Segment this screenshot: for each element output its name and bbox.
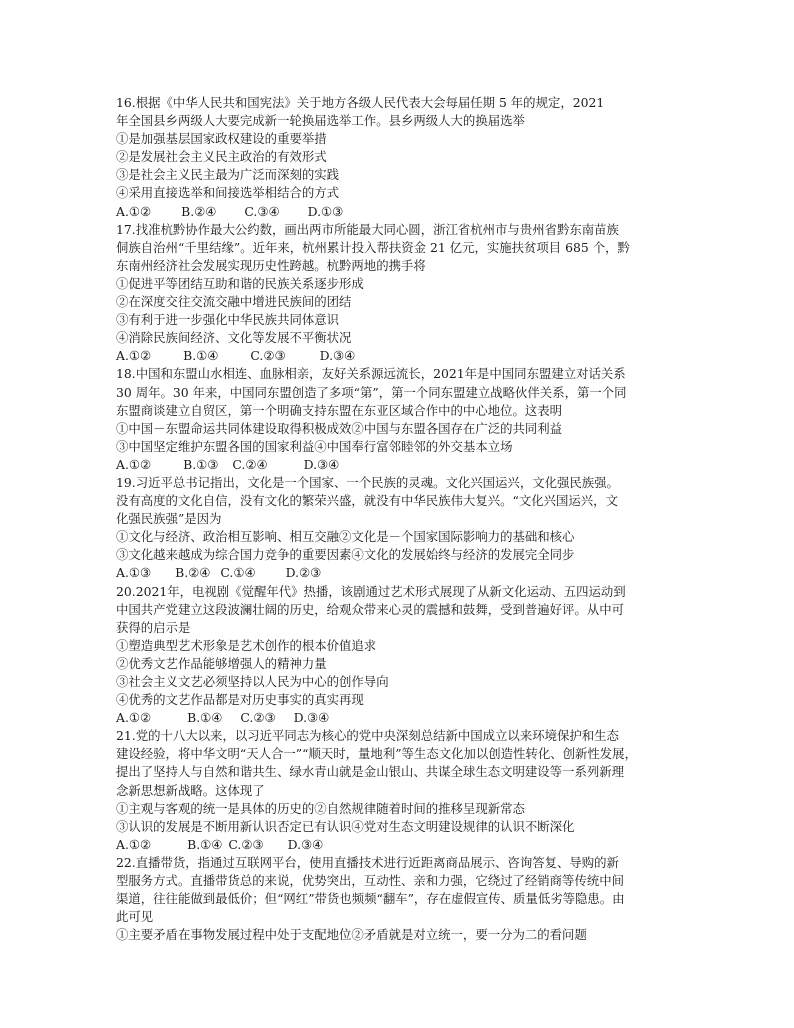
question-stem-line: 建设经验，将中华文明“天人合一”“顺天时，量地利”等生态文化加以创造性转化、创新性发展， <box>116 746 637 762</box>
question-stem-line: 念新思想新战略。这体现了 <box>116 782 265 798</box>
answer-choices <box>116 836 688 854</box>
question-19 <box>116 474 688 583</box>
question-stem-line: 此可见 <box>116 909 154 925</box>
option-line: ①主观与客观的统一是具体的历史的②自然规律随着时间的推移呈现新常态 <box>116 800 525 816</box>
question-stem-line: 提出了坚持人与自然和谐共生、绿水青山就是金山银山、共谋全球生态文明建设等一系列新理 <box>116 764 625 780</box>
question-17 <box>116 221 688 366</box>
answer-choice-d: D.③④ <box>293 710 330 726</box>
question-stem-line: 型服务方式。直播带货总的来说，优势突出，互动性、亲和力强，它绕过了经销商等传统中间 <box>116 873 625 889</box>
option-line: ②在深度交往交流交融中增进民族间的团结 <box>116 294 352 310</box>
answer-choice-b: B.①④ <box>183 348 219 364</box>
answer-choice-a: A.①② <box>116 456 152 472</box>
answer-choice-d: D.③④ <box>319 348 356 364</box>
question-21 <box>116 727 688 854</box>
option-line: ②优秀文艺作品能够增强人的精神力量 <box>116 655 327 671</box>
answer-choices <box>116 456 688 474</box>
answer-choice-d: D.③④ <box>303 456 340 472</box>
question-18 <box>116 365 688 474</box>
option-line: ①是加强基层国家政权建设的重要举措 <box>116 131 327 147</box>
answer-choices <box>116 347 688 365</box>
option-line: ③社会主义文艺必须坚持以人民为中心的创作导向 <box>116 674 389 689</box>
question-stem-line: 22.直播带货，指通过互联网平台，使用直播技术进行近距离商品展示、咨询答复、导购的新 <box>116 854 619 870</box>
question-stem-line: 东盟商谈建立自贸区，第一个明确支持东盟在东亚区域合作中的中心地位。这表明 <box>116 402 563 418</box>
option-line: ④消除民族间经济、文化等发展不平衡状况 <box>116 330 352 346</box>
answer-choice-c: C.③④ <box>244 203 280 219</box>
question-20 <box>116 583 688 728</box>
answer-choice-d: D.②③ <box>285 565 322 581</box>
option-line: ④优秀的文艺作品都是对历史事实的真实再现 <box>116 692 364 708</box>
answer-choice-a: A.①② <box>116 710 152 726</box>
option-line: ③有利于进一步强化中华民族共同体意识 <box>116 312 340 328</box>
answer-choice-b: B.①④ <box>187 836 223 852</box>
question-stem-line: 21.党的十八大以来，以习近平同志为核心的党中央深刻总结新中国成立以来环境保护和生态 <box>116 728 619 744</box>
option-line: ①主要矛盾在事物发展过程中处于支配地位②矛盾就是对立统一，要一分为二的看问题 <box>116 927 587 943</box>
question-stem-line: 20.2021年，电视剧《觉醒年代》热播，该剧通过艺术形式展现了从新文化运动、五四运动到 <box>116 583 626 599</box>
option-line: ①文化与经济、政治相互影响、相互交融②文化是－个国家国际影响力的基础和核心 <box>116 529 575 545</box>
answer-choices <box>116 203 688 221</box>
option-line: ④采用直接选举和间接选举相结合的方式 <box>116 185 340 201</box>
answer-choice-b: B.②④ <box>175 565 211 581</box>
answer-choice-b: B.①④ <box>187 710 223 726</box>
question-stem-line: 侗族自治州“千里结缘”。近年来，杭州累计投入帮扶资金 21 亿元，实施扶贫项目 685 个，黔 <box>116 239 630 255</box>
question-stem-line: 化强民族强”是因为 <box>116 511 222 527</box>
question-stem-line: 中国共产党建立这段波澜壮阔的历史，给观众带来心灵的震撼和鼓舞，受到普遍好评。从中可 <box>116 601 625 617</box>
question-stem-line: 年全国县乡两级人大要完成新一轮换届选举工作。县乡两级人大的换届选举 <box>116 113 525 129</box>
question-stem-line: 没有高度的文化自信，没有文化的繁荣兴盛，就没有中华民族伟大复兴。“文化兴国运兴，文 <box>116 493 618 509</box>
question-22 <box>116 854 688 944</box>
option-line: ③认识的发展是不断用新认识否定已有认识④党对生态文明建设规律的认识不断深化 <box>116 818 575 834</box>
question-16 <box>116 94 688 221</box>
answer-choice-d: D.①③ <box>307 203 344 219</box>
question-stem-line: 东南州经济社会发展实现历史性跨越。杭黔两地的携手将 <box>116 257 426 273</box>
question-stem-line: 获得的启示是 <box>116 619 191 635</box>
answer-choice-a: A.①② <box>116 348 152 364</box>
exam-page <box>116 94 688 944</box>
answer-choice-d: D.③④ <box>287 836 324 852</box>
option-line: ①促进平等团结互助和谐的民族关系逐步形成 <box>116 275 364 291</box>
question-stem-line: 16.根据《中华人民共和国宪法》关于地方各级人民代表大会每届任期 5 年的规定，2021 <box>116 95 605 110</box>
answer-choice-a: A.①② <box>116 836 152 852</box>
answer-choice-b: B.①③ <box>183 456 219 472</box>
answer-choice-a: A.①③ <box>116 565 152 581</box>
answer-choices <box>116 709 688 727</box>
question-stem-line: 30 周年。30 年来，中国同东盟创造了多项“第”，第一个同东盟建立战略伙伴关系，第一个同 <box>116 384 627 400</box>
option-line: ②是发展社会主义民主政治的有效形式 <box>116 149 327 165</box>
answer-choice-b: B.②④ <box>181 203 217 219</box>
option-line: ③是社会主义民主最为广泛而深刻的实践 <box>116 167 340 183</box>
option-line: ①塑造典型艺术形象是艺术创作的根本价值追求 <box>116 637 377 653</box>
answer-choice-c: C.②③ <box>250 348 286 364</box>
option-line: ③中国坚定维护东盟各国的国家利益④中国奉行富邻睦邻的外交基本立场 <box>116 438 513 454</box>
question-stem-line: 渠道，往往能做到最低价；但“网红”带货也频频“翻车”，存在虚假宣传、质量低劣等隐患。由 <box>116 891 625 907</box>
option-line: ③文化越来越成为综合国力竞争的重要因素④文化的发展始终与经济的发展完全同步 <box>116 547 575 563</box>
answer-choice-c: C.②③ <box>240 710 276 726</box>
question-stem-line: 19.习近平总书记指出，文化是一个国家、一个民族的灵魂。文化兴国运兴，文化强民族强。 <box>116 474 619 490</box>
question-stem-line: 18.中国和东盟山水相连、血脉相亲，友好关系源远流长，2021年是中国同东盟建立对话关系 <box>116 366 626 382</box>
answer-choice-c: C.①④ <box>220 565 256 581</box>
answer-choice-a: A.①② <box>116 203 152 219</box>
question-stem-line: 17.找准杭黔协作最大公约数，画出两市所能最大同心圆，浙江省杭州市与贵州省黔东南苗族 <box>116 221 619 237</box>
answer-choices <box>116 564 688 582</box>
option-line: ①中国－东盟命运共同体建设取得积极成效②中国与东盟各国存在广泛的共同利益 <box>116 420 563 436</box>
answer-choice-c: C.②④ <box>232 456 268 472</box>
answer-choice-c: C.②③ <box>228 836 264 852</box>
